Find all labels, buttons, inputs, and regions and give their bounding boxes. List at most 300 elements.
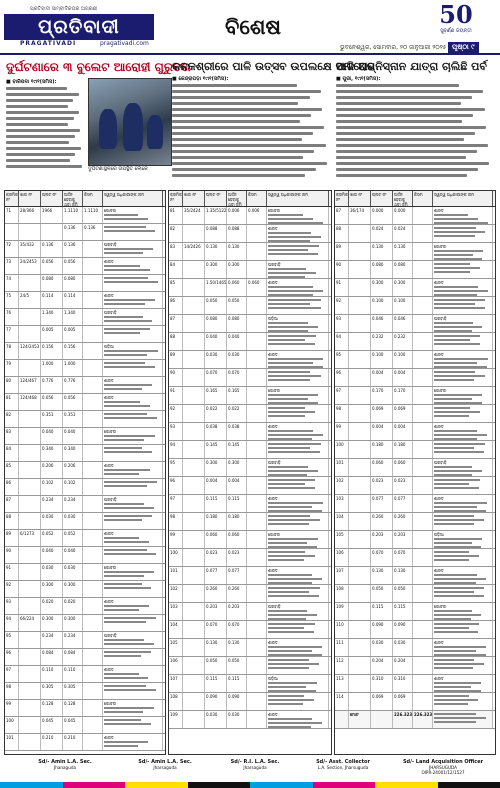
table-cell: 0.040 (205, 333, 227, 350)
table-row (5, 343, 165, 360)
table-cell (83, 513, 103, 529)
table-cell (19, 734, 41, 750)
table-cell: ଶାରଦ (103, 462, 163, 478)
table-cell: 24/2453 (19, 258, 41, 274)
table-cell: ଗୋଚର (103, 700, 163, 716)
table-cell: 0.004 (371, 369, 393, 386)
land-schedule-table-1 (4, 190, 166, 755)
table-cell: 93 (5, 598, 19, 614)
table-cell: 0.300 (63, 581, 83, 597)
table-cell: 84 (5, 445, 19, 461)
table-cell (247, 711, 267, 728)
land-schedule-table-3 (334, 190, 496, 755)
table-cell: 0.180 (205, 513, 227, 530)
table-cell (103, 547, 163, 563)
table-cell (19, 326, 41, 342)
table-cell (247, 657, 267, 674)
table-cell (183, 423, 205, 440)
table-cell (413, 261, 433, 278)
table-row (335, 423, 495, 441)
table-cell: ଶାରଦ (433, 279, 493, 296)
table-cell: 0.038 (227, 423, 247, 440)
table-row (5, 377, 165, 394)
body-text-line (172, 96, 310, 99)
table-cell: 81 (169, 207, 183, 224)
table-cell: 96 (335, 369, 349, 386)
body-text-line (336, 144, 488, 147)
table-cell: 0.100 (393, 351, 413, 368)
signature-name: Sd/- Land Acquisition Officer (402, 759, 484, 765)
table-row (335, 315, 495, 333)
table-cell: 0.004 (205, 477, 227, 494)
table-row (335, 297, 495, 315)
table-cell: 0.060 (371, 459, 393, 476)
table-header (335, 191, 495, 207)
signature-place: Jhanaguda (53, 765, 77, 770)
table-cell (413, 207, 433, 224)
body-text-line (172, 120, 300, 123)
story-body-accident-cont (6, 178, 171, 188)
table-cell: 0.050 (393, 585, 413, 602)
table-cell: 99 (169, 531, 183, 548)
table-cell (103, 275, 163, 291)
table-row (169, 513, 331, 531)
table-cell: 99 (335, 423, 349, 440)
table-cell: 94 (335, 333, 349, 350)
table-cell (433, 333, 493, 350)
table-cell (267, 621, 329, 638)
table-cell: 106 (335, 549, 349, 566)
table-cell (103, 581, 163, 597)
table-cell: 0.102 (63, 479, 83, 495)
table-cell: 0.038 (205, 423, 227, 440)
table-cell: 110 (335, 621, 349, 638)
table-cell (247, 621, 267, 638)
table-cell (349, 639, 371, 656)
table-cell (103, 683, 163, 699)
table-cell (19, 496, 41, 512)
table-cell: 0.130 (227, 639, 247, 656)
table-cell (413, 459, 433, 476)
table-cell (267, 477, 329, 494)
table-cell: 0.060 (227, 531, 247, 548)
body-text-line (336, 150, 477, 153)
table-cell: 0.130 (371, 243, 393, 260)
table-cell: 90 (169, 369, 183, 386)
table-cell (433, 225, 493, 242)
table-cell: 0.024 (393, 225, 413, 242)
table-cell (183, 585, 205, 602)
table-cell (183, 513, 205, 530)
table-cell: 0.165 (205, 387, 227, 404)
table-cell (433, 261, 493, 278)
table-cell: 92 (335, 297, 349, 314)
table-cell: 90 (335, 261, 349, 278)
table-cell: 36/174 (349, 207, 371, 224)
table-row (5, 700, 165, 717)
column-header: ପ୍ଲଟ ନଂ (371, 191, 393, 206)
table-cell: 0.023 (393, 477, 413, 494)
table-cell: 0.077 (205, 567, 227, 584)
table-cell (433, 297, 493, 314)
table-cell: 0.030 (63, 513, 83, 529)
table-cell: 0.130 (371, 567, 393, 584)
table-cell: 0.023 (227, 549, 247, 566)
newspaper-logo: ପ୍ରତିବାଦୀ (4, 14, 154, 40)
table-cell: 0.056 (63, 258, 83, 274)
table-cell (19, 700, 41, 716)
table-cell: 93 (335, 315, 349, 332)
section-title: ବିଶେଷ (225, 14, 281, 39)
table-cell: 6/1273 (19, 530, 41, 546)
table-cell: 0.045 (41, 717, 63, 733)
story-headline-ritual: ଆଜି ଅଗ୍ନିସ୍ନାନ ଯାତ୍ରା ଚାଲିଛି ପର୍ବ (336, 60, 487, 73)
table-cell: 0.060 (393, 459, 413, 476)
table-cell (19, 445, 41, 461)
table-cell (183, 495, 205, 512)
table-cell: 0.114 (63, 292, 83, 308)
table-cell: 97 (335, 387, 349, 404)
table-row (5, 360, 165, 377)
table-cell (19, 360, 41, 376)
table-cell (183, 297, 205, 314)
body-text-line (172, 132, 313, 135)
table-cell: 0.040 (227, 333, 247, 350)
table-row (5, 292, 165, 309)
table-cell: ଶାରଦ (267, 567, 329, 584)
table-cell: 103 (335, 495, 349, 512)
table-row (169, 693, 331, 711)
table-cell (349, 567, 371, 584)
table-cell: ଶାରଦ (433, 567, 493, 584)
table-row (335, 693, 495, 711)
table-cell: 73 (5, 258, 19, 274)
table-cell: 0.115 (205, 675, 227, 692)
story-dateline: ■ ବାରିପଦା ୧୯ା୧(ସମିସ): (6, 79, 57, 85)
table-cell: 0.069 (371, 693, 393, 710)
table-cell: 0.300 (393, 279, 413, 296)
table-cell (83, 700, 103, 716)
table-cell: 0.340 (63, 445, 83, 461)
body-text-line (336, 84, 459, 87)
table-cell (183, 351, 205, 368)
table-cell: ଶାରଦ (267, 495, 329, 512)
table-cell: 0.060 (227, 279, 247, 296)
table-cell: ଶାରଦ (433, 675, 493, 692)
table-cell: 1966 (41, 207, 63, 223)
table-cell (103, 513, 163, 529)
signature-place: JHARSUGUDA (429, 765, 457, 770)
table-row (335, 261, 495, 279)
table-cell: 0.080 (205, 315, 227, 332)
signature-amin-1 (20, 759, 110, 770)
signature-name: Sd/- Asst. Collector (316, 759, 370, 765)
accident-photo (88, 78, 172, 166)
table-cell: 95 (169, 459, 183, 476)
table-cell (247, 603, 267, 620)
table-cell: 226.323 (413, 711, 433, 728)
table-cell: 0.088 (205, 225, 227, 242)
logo-subtitle: PRAGATIVADI (20, 40, 77, 47)
story-dateline: ■ ପୁରୀ, ୧୯ା୧(ସମିସ): (336, 76, 381, 82)
table-cell: 0.351 (63, 411, 83, 427)
table-cell: 0.234 (63, 632, 83, 648)
table-cell (433, 405, 493, 422)
table-row (5, 224, 165, 241)
table-cell: 0.351 (41, 411, 63, 427)
table-row (5, 649, 165, 666)
table-row (169, 279, 331, 297)
table-cell: ଗୋଚର (267, 387, 329, 404)
table-cell: 101 (169, 567, 183, 584)
table-cell: 0.040 (41, 428, 63, 444)
photo-caption: ଦୁର୍ଘଟଣାସ୍ଥଳରେ ଉପସ୍ଥିତ ଲୋକେ (88, 166, 148, 172)
table-row (169, 531, 331, 549)
table-cell: 0.110 (63, 666, 83, 682)
table-cell: 0.128 (41, 700, 63, 716)
table-cell (413, 639, 433, 656)
table-cell: 0.114 (41, 292, 63, 308)
table-cell (83, 343, 103, 359)
table-cell: 101 (5, 734, 19, 750)
table-cell: 98 (169, 513, 183, 530)
table-cell (413, 315, 433, 332)
table-cell: 0.180 (227, 513, 247, 530)
table-cell (349, 693, 371, 710)
table-cell: ଶାରଦ (433, 495, 493, 512)
column-header: ପ୍ଲଟ ନଂ (205, 191, 227, 206)
table-row (169, 675, 331, 693)
table-cell: 91 (169, 387, 183, 404)
body-text-line (172, 174, 305, 177)
table-cell: ଗୋଚର (433, 603, 493, 620)
table-cell: 82 (5, 411, 19, 427)
table-cell (349, 297, 371, 314)
table-cell (83, 241, 103, 257)
table-cell (247, 675, 267, 692)
body-text-line (336, 162, 489, 165)
table-cell: 76 (5, 309, 19, 325)
body-text-line (336, 126, 486, 129)
table-row (335, 405, 495, 423)
body-text-line (336, 168, 478, 171)
table-cell (83, 479, 103, 495)
table-cell: 14/2426 (183, 243, 205, 260)
table-cell: 83 (5, 428, 19, 444)
table-cell: 84 (169, 261, 183, 278)
table-cell: ଶାରଦ (103, 394, 163, 410)
body-text-line (6, 159, 70, 162)
table-cell (183, 567, 205, 584)
table-row (335, 621, 495, 639)
table-cell: 86 (169, 297, 183, 314)
table-row (169, 639, 331, 657)
story-headline-festival: କନକଶ୍ରୀରେ ପାଳି ଉତ୍ସବ ଉପଲକ୍ଷେ ସମାରୋହ (172, 60, 375, 73)
table-cell: 28/366 (19, 207, 41, 223)
body-text-line (336, 96, 472, 99)
table-cell (19, 411, 41, 427)
table-cell: 104 (335, 513, 349, 530)
table-cell (83, 615, 103, 631)
table-row (169, 423, 331, 441)
table-cell: 91 (5, 564, 19, 580)
table-cell (267, 369, 329, 386)
table-cell (433, 657, 493, 674)
table-row (169, 585, 331, 603)
table-cell (433, 513, 493, 530)
table-cell (83, 547, 103, 563)
table-cell: 0.145 (227, 441, 247, 458)
table-cell (19, 224, 41, 240)
table-row (169, 549, 331, 567)
table-cell (83, 649, 103, 665)
table-cell (349, 531, 371, 548)
table-cell: 0.090 (205, 693, 227, 710)
table-row (335, 441, 495, 459)
anniversary-text: ସୁବର୍ଣ୍ଣ ଜୟନ୍ତୀ (440, 28, 472, 34)
table-cell: 0.130 (393, 567, 413, 584)
table-cell (183, 333, 205, 350)
table-row (5, 496, 165, 513)
table-cell: 0.165 (227, 387, 247, 404)
table-cell (267, 441, 329, 458)
table-row (335, 243, 495, 261)
table-cell: 87 (5, 496, 19, 512)
table-cell: ପଡ଼ିଆ (433, 531, 493, 548)
body-text-line (172, 114, 311, 117)
body-text-line (336, 156, 466, 159)
table-cell (413, 369, 433, 386)
table-cell: 82 (169, 225, 183, 242)
table-cell: 0.100 (371, 351, 393, 368)
table-row (169, 459, 331, 477)
table-cell (83, 360, 103, 376)
table-cell (247, 441, 267, 458)
table-cell (19, 581, 41, 597)
table-cell (413, 279, 433, 296)
table-cell (83, 292, 103, 308)
table-cell (19, 547, 41, 563)
table-cell (267, 333, 329, 350)
table-cell: 96 (169, 477, 183, 494)
table-cell: 101 (335, 459, 349, 476)
story-body-ritual (336, 76, 494, 184)
table-row (169, 405, 331, 423)
table-cell (83, 258, 103, 274)
table-cell: 0.084 (41, 649, 63, 665)
ad-code: OIPR-24001/12/1527 (421, 770, 465, 775)
table-cell (183, 405, 205, 422)
table-cell (433, 549, 493, 566)
table-row (5, 547, 165, 564)
table-cell: 0.260 (205, 585, 227, 602)
table-cell (267, 657, 329, 674)
table-cell: ପଡ଼ିଆ (103, 343, 163, 359)
table-cell: 0.080 (63, 275, 83, 291)
table-row (335, 387, 495, 405)
table-row (5, 258, 165, 275)
table-cell: 0.056 (41, 258, 63, 274)
table-cell: 0.136 (83, 224, 103, 240)
table-cell (183, 279, 205, 296)
table-cell (183, 621, 205, 638)
table-cell (83, 326, 103, 342)
table-cell: 75 (5, 292, 19, 308)
table-cell: 0.024 (371, 225, 393, 242)
column-header: ଖାତା ନଂ (349, 191, 371, 206)
table-cell (19, 632, 41, 648)
table-row (169, 261, 331, 279)
signature-place: Jharsaguda (153, 765, 177, 770)
table-cell: ଗୋଚର (267, 207, 329, 224)
table-cell: 0.260 (393, 513, 413, 530)
page-number: ପୃଷ୍ଠା ୯ (448, 42, 479, 53)
table-cell: 0.204 (371, 657, 393, 674)
table-cell (83, 734, 103, 750)
table-cell (247, 477, 267, 494)
table-cell (183, 657, 205, 674)
table-cell: ଘରବାଡ଼ି (267, 459, 329, 476)
table-cell: 96 (5, 649, 19, 665)
table-cell (349, 657, 371, 674)
table-cell: 72 (5, 241, 19, 257)
table-cell (413, 531, 433, 548)
table-cell: 0.100 (393, 297, 413, 314)
table-cell: 0.115 (205, 495, 227, 512)
table-cell (19, 683, 41, 699)
table-cell: 0.340 (41, 445, 63, 461)
column-header: କ୍ରମିକ ନଂ (5, 191, 19, 206)
table-cell (83, 496, 103, 512)
body-text-line (172, 90, 321, 93)
table-cell (83, 275, 103, 291)
table-cell (349, 279, 371, 296)
table-cell (19, 666, 41, 682)
column-header: ସ୍ୱତ୍ୱ ଅଧିକାରୀଙ୍କ ନାମ (103, 191, 163, 206)
table-cell (267, 513, 329, 530)
table-cell: 0.030 (227, 711, 247, 728)
table-cell (183, 369, 205, 386)
table-cell: ଘରବାଡ଼ି (103, 496, 163, 512)
table-cell (83, 632, 103, 648)
table-row (5, 241, 165, 258)
table-cell (247, 315, 267, 332)
table-cell: ଶାରଦ (433, 423, 493, 440)
table-cell (183, 477, 205, 494)
table-cell: 0.040 (41, 547, 63, 563)
table-cell (413, 297, 433, 314)
table-cell: 71 (5, 207, 19, 223)
table-row (335, 675, 495, 693)
table-cell: ଘରବାଡ଼ି (267, 261, 329, 278)
table-cell: 97 (5, 666, 19, 682)
table-cell (19, 479, 41, 495)
table-cell: 93 (169, 423, 183, 440)
table-cell: ଶାରଦ (103, 530, 163, 546)
column-header: ସ୍ୱତ୍ୱ ଅଧିକାରୀଙ୍କ ନାମ (267, 191, 329, 206)
table-cell (19, 462, 41, 478)
table-cell (247, 423, 267, 440)
body-text-line (6, 165, 82, 168)
table-cell: 108 (169, 693, 183, 710)
table-cell (413, 675, 433, 692)
table-cell: 0.115 (393, 603, 413, 620)
table-cell: 0.022 (205, 405, 227, 422)
table-row (5, 326, 165, 343)
table-cell (183, 639, 205, 656)
table-cell: 0.020 (41, 598, 63, 614)
table-cell (183, 441, 205, 458)
